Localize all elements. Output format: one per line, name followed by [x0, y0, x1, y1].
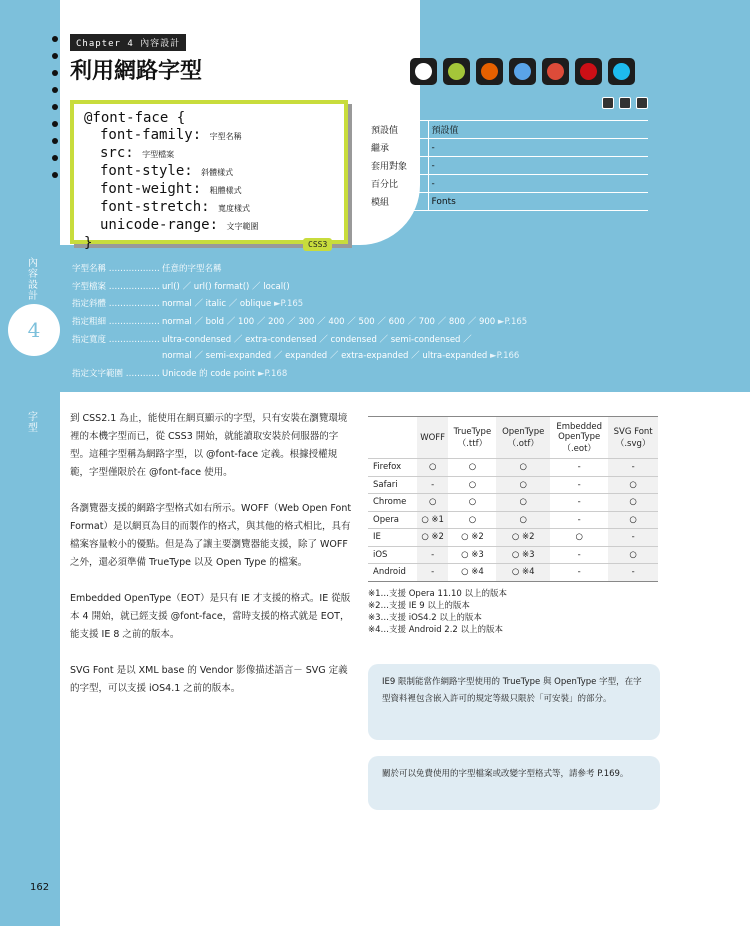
- support-cell: ○ ※4: [448, 564, 496, 582]
- footnote: ※1…支援 Opera 11.10 以上的版本: [368, 589, 507, 599]
- value-label: 指定寬度 ………………: [72, 335, 160, 345]
- value-text: normal ／ italic ／ oblique: [162, 299, 272, 309]
- paragraph: 到 CSS2.1 為止，能使用在網頁顯示的字型，只有安裝在瀏覽環境裡的本機字型而已，從 CSS3 開始，就能讀取安裝於伺服器的字型。這種字型稱為網路字型，以 @font-face 定義。根據授權規範，字型僅限於在 @font-face 使用。: [70, 413, 348, 478]
- support-cell: ○: [417, 494, 449, 512]
- support-cell: ○: [550, 529, 608, 547]
- property-row: [368, 139, 648, 157]
- value-label: 指定文字範圍 …………: [72, 369, 160, 379]
- footnote: ※4…支援 Android 2.2 以上的版本: [368, 625, 504, 635]
- code-line: font-stretch: 寬度樣式: [100, 199, 251, 215]
- value-label: 指定斜體 ………………: [72, 299, 160, 309]
- support-cell: ○: [496, 459, 550, 477]
- compatibility-table: [368, 416, 658, 582]
- support-cell: ○ ※2: [417, 529, 449, 547]
- chapter-number: 4: [8, 304, 60, 356]
- code-line: }: [84, 235, 93, 251]
- table-row: [368, 476, 658, 494]
- browser-name: Firefox: [368, 459, 417, 477]
- sidebar-section-title: 字型: [28, 412, 38, 434]
- page-title: 利用網路字型: [70, 58, 203, 84]
- code-line: font-style: 斜體樣式: [100, 163, 234, 179]
- chrome-icon: [542, 58, 569, 85]
- code-line: font-family: 字型名稱: [100, 127, 242, 143]
- support-cell: ○: [608, 546, 658, 564]
- property-value: 預設值: [428, 121, 648, 139]
- value-label: 字型名稱 ………………: [72, 264, 160, 274]
- value-row: [72, 315, 527, 327]
- page-reference: ►P.165: [273, 299, 304, 309]
- support-cell: ○: [608, 494, 658, 512]
- support-cell: ○ ※2: [496, 529, 550, 547]
- support-cell: -: [550, 494, 608, 512]
- value-text: normal ／ semi-expanded ／ expanded ／ extra-expanded ／ ultra-expanded: [162, 351, 488, 361]
- support-cell: ○: [417, 459, 449, 477]
- value-label: 字型檔案 ………………: [72, 282, 160, 292]
- value-row: [72, 280, 290, 292]
- support-icons: [602, 97, 648, 109]
- column-header: TrueType （.ttf）: [448, 417, 496, 459]
- chapter-label: Chapter 4 內容設計: [70, 34, 186, 51]
- apple-icon: [410, 58, 437, 85]
- support-cell: ○: [608, 476, 658, 494]
- support-cell: -: [608, 459, 658, 477]
- value-row: [72, 333, 472, 345]
- tip-box: 關於可以免費使用的字型檔案或改變字型格式等，請參考 P.169。: [368, 756, 660, 810]
- support-cell: ○: [496, 476, 550, 494]
- browser-name: Android: [368, 564, 417, 582]
- footnote: ※2…支援 IE 9 以上的版本: [368, 601, 470, 611]
- body-text: [70, 410, 352, 716]
- property-row: [368, 157, 648, 175]
- code-line: font-weight: 粗體樣式: [100, 181, 242, 197]
- browser-icons: [410, 58, 635, 85]
- value-row: [72, 297, 303, 309]
- support-cell: -: [417, 564, 449, 582]
- support-cell: ○ ※4: [496, 564, 550, 582]
- paragraph: SVG Font 是以 XML base 的 Vendor 影像描述語言－ SVG 定義的字型，可以支援 iOS4.1 之前的版本。: [70, 665, 348, 694]
- value-row: [72, 367, 287, 379]
- value-text: normal ／ bold ／ 100 ／ 200 ／ 300 ／ 400 ／ 500 ／ 600 ／ 700 ／ 800 ／ 900: [162, 317, 496, 327]
- property-row: [368, 121, 648, 139]
- property-key: 套用對象: [368, 157, 428, 175]
- property-key: 模組: [368, 193, 428, 211]
- table-row: [368, 459, 658, 477]
- support-cell: ○: [448, 476, 496, 494]
- property-key: 預設值: [368, 121, 428, 139]
- support-icon: [602, 97, 614, 109]
- property-row: [368, 193, 648, 211]
- support-cell: -: [608, 529, 658, 547]
- property-value: -: [428, 157, 648, 175]
- page-number: 162: [30, 882, 50, 893]
- support-icon: [619, 97, 631, 109]
- value-text: Unicode 的 code point: [162, 369, 256, 379]
- column-header: OpenType （.otf）: [496, 417, 550, 459]
- code-line: src: 字型檔案: [100, 145, 175, 161]
- column-header: SVG Font （.svg）: [608, 417, 658, 459]
- decorative-dots: [52, 36, 58, 189]
- css3-badge: CSS3: [303, 238, 332, 251]
- page-reference: ►P.168: [257, 369, 288, 379]
- paragraph: 各瀏覽器支援的網路字型格式如右所示。WOFF（Web Open Font Format）是以網頁為目的而製作的格式，與其他的格式相比，具有檔案容量較小的優點。但是為了讓主要瀏覽器能支援，除了 WOFF 之外，還必須準備 TrueType 以及 Open Type 的檔案。: [70, 503, 352, 568]
- table-row: [368, 529, 658, 547]
- property-row: [368, 175, 648, 193]
- footnote: ※3…支援 iOS4.2 以上的版本: [368, 613, 482, 623]
- support-cell: -: [550, 476, 608, 494]
- support-cell: -: [550, 564, 608, 582]
- tip-box: IE9 限制能當作網路字型使用的 TrueType 與 OpenType 字型，在字型資料裡包含嵌入許可的規定等級只限於「可安裝」的部分。: [368, 664, 660, 740]
- value-text: 任意的字型名稱: [162, 264, 222, 274]
- support-cell: -: [608, 564, 658, 582]
- support-cell: -: [550, 546, 608, 564]
- property-key: 百分比: [368, 175, 428, 193]
- value-row: [72, 262, 222, 274]
- property-value: -: [428, 139, 648, 157]
- support-cell: ○ ※3: [496, 546, 550, 564]
- footnotes: [368, 588, 507, 636]
- support-cell: ○ ※3: [448, 546, 496, 564]
- browser-name: Safari: [368, 476, 417, 494]
- support-cell: -: [417, 546, 449, 564]
- table-row: [368, 511, 658, 529]
- browser-name: Opera: [368, 511, 417, 529]
- column-header: Embedded OpenType （.eot）: [550, 417, 608, 459]
- support-icon: [636, 97, 648, 109]
- value-label: 指定粗細 ………………: [72, 317, 160, 327]
- ie-icon: [608, 58, 635, 85]
- support-cell: ○: [448, 494, 496, 512]
- support-cell: ○: [496, 494, 550, 512]
- table-row: [368, 494, 658, 512]
- page-reference: ►P.165: [497, 317, 528, 327]
- value-row: [72, 349, 519, 361]
- support-cell: ○: [496, 511, 550, 529]
- code-line: @font-face {: [84, 110, 186, 126]
- support-cell: ○ ※1: [417, 511, 449, 529]
- support-cell: -: [550, 511, 608, 529]
- column-header: WOFF: [417, 417, 449, 459]
- firefox-icon: [476, 58, 503, 85]
- support-cell: ○: [448, 459, 496, 477]
- browser-name: iOS: [368, 546, 417, 564]
- opera-icon: [575, 58, 602, 85]
- support-cell: ○: [608, 511, 658, 529]
- support-cell: ○: [448, 511, 496, 529]
- table-row: [368, 564, 658, 582]
- paragraph: Embedded OpenType（EOT）是只有 IE 才支援的格式。IE 從版本 4 開始，就已經支援 @font-face，當時支援的格式就是 EOT，能支援 IE 8 之前的版本。: [70, 593, 351, 640]
- column-header: [368, 417, 417, 459]
- code-line: unicode-range: 文字範圍: [100, 217, 259, 233]
- safari-icon: [509, 58, 536, 85]
- browser-name: Chrome: [368, 494, 417, 512]
- property-value: Fonts: [428, 193, 648, 211]
- android-icon: [443, 58, 470, 85]
- support-cell: -: [417, 476, 449, 494]
- support-cell: ○ ※2: [448, 529, 496, 547]
- value-text: ultra-condensed ／ extra-condensed ／ condensed ／ semi-condensed ／: [162, 335, 472, 345]
- page-reference: ►P.166: [490, 351, 520, 361]
- value-text: url() ／ url() format() ／ local(): [162, 282, 290, 292]
- property-key: 繼承: [368, 139, 428, 157]
- property-table: [368, 120, 648, 211]
- support-cell: -: [550, 459, 608, 477]
- sidebar-band: [0, 0, 60, 926]
- property-value: -: [428, 175, 648, 193]
- sidebar-chapter-title: 內容設計: [28, 258, 38, 302]
- table-row: [368, 546, 658, 564]
- browser-name: IE: [368, 529, 417, 547]
